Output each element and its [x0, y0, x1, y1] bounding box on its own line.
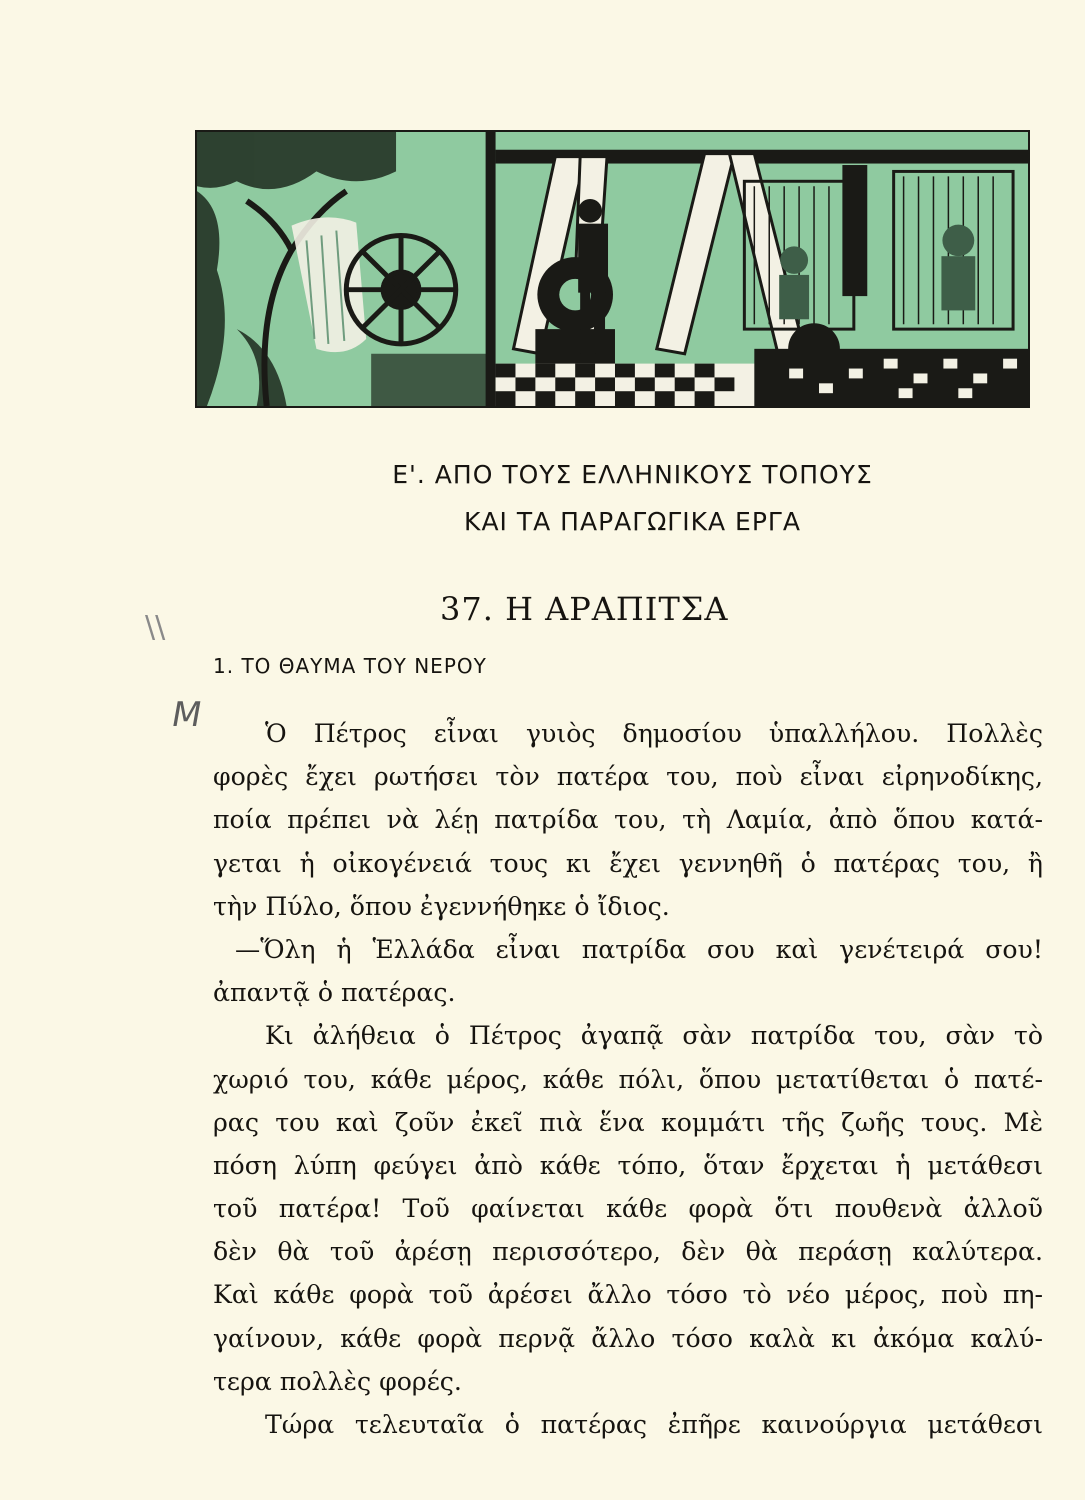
text-line: Ὁ Πέτρος εἶναι γυιὸς δημοσίου ὑπαλλήλου. Πολλὲς — [265, 719, 1043, 748]
chapter-illustration — [195, 130, 1030, 408]
text-line: φορὲς ἔχει ρωτήσει τὸν πατέρα του, ποὺ εἶναι εἰρηνοδίκης, — [213, 762, 1043, 792]
text-line: τοῦ πατέρα! Τοῦ φαίνεται κάθε φορὰ ὅτι πουθενὰ ἀλλοῦ — [213, 1194, 1043, 1224]
text-line: —Ὅλη ἡ Ἑλλάδα εἶναι πατρίδα σου καὶ γενέτειρά σου! — [235, 934, 1043, 964]
water-mill-illustration — [197, 132, 1028, 406]
pencil-margin-mark: M — [168, 695, 205, 735]
text-line: γεται ἡ οἰκογένειά τους κι ἔχει γεννηθῆ ὁ πατέρας του, ἢ — [213, 848, 1043, 878]
text-line: χωριό του, κάθε μέρος, κάθε πόλι, ὅπου μετατίθεται ὁ πατέ- — [213, 1064, 1043, 1094]
text-line: ρας του καὶ ζοῦν ἐκεῖ πιὰ ἕνα κομμάτι τῆς ζωῆς τους. Μὲ — [213, 1107, 1043, 1137]
chapter-title: 37. Η ΑΡΑΠΙΤΣΑ — [440, 590, 729, 628]
body-text — [213, 712, 1043, 1446]
text-line: τὴν Πύλο, ὅπου ἐγεννήθηκε ὁ ἴδιος. — [213, 891, 670, 921]
section-heading-line-2: ΚΑΙ ΤΑ ΠΑΡΑΓΩΓΙΚΑ ΕΡΓΑ — [464, 507, 801, 536]
section-heading-line-1: Ε'. ΑΠΟ ΤΟΥΣ ΕΛΛΗΝΙΚΟΥΣ ΤΟΠΟΥΣ — [392, 460, 873, 489]
water-wheel — [346, 235, 455, 343]
text-line: ἀπαντᾷ ὁ πατέρας. — [213, 978, 456, 1008]
text-line: Τώρα τελευταῖα ὁ πατέρας ἐπῆρε καινούργια μετάθεσι — [265, 1410, 1043, 1439]
pencil-tick-marks: \\ — [145, 610, 166, 645]
subsection-title: 1. ΤΟ ΘΑΥΜΑ ΤΟΥ ΝΕΡΟΥ — [213, 654, 487, 678]
text-line: γαίνουν, κάθε φορὰ περνᾷ ἄλλο τόσο καλὰ κι ἀκόμα καλύ- — [213, 1323, 1043, 1353]
text-line: Καὶ κάθε φορὰ τοῦ ἀρέσει ἄλλο τόσο τὸ νέο μέρος, ποὺ πη- — [213, 1280, 1043, 1310]
text-line: τερα πολλὲς φορές. — [213, 1366, 462, 1396]
text-line: ποία πρέπει νὰ λέῃ πατρίδα του, τὴ Λαμία, ἀπὸ ὅπου κατά- — [213, 805, 1043, 835]
text-line: δὲν θὰ τοῦ ἀρέσῃ περισσότερο, δὲν θὰ περάσῃ καλύτερα. — [213, 1237, 1043, 1267]
text-line: πόση λύπη φεύγει ἀπὸ κάθε τόπο, ὅταν ἔρχεται ἡ μετάθεσι — [213, 1150, 1043, 1180]
text-line: Κι ἀλήθεια ὁ Πέτρος ἀγαπᾷ σὰν πατρίδα του, σὰν τὸ — [265, 1021, 1043, 1051]
